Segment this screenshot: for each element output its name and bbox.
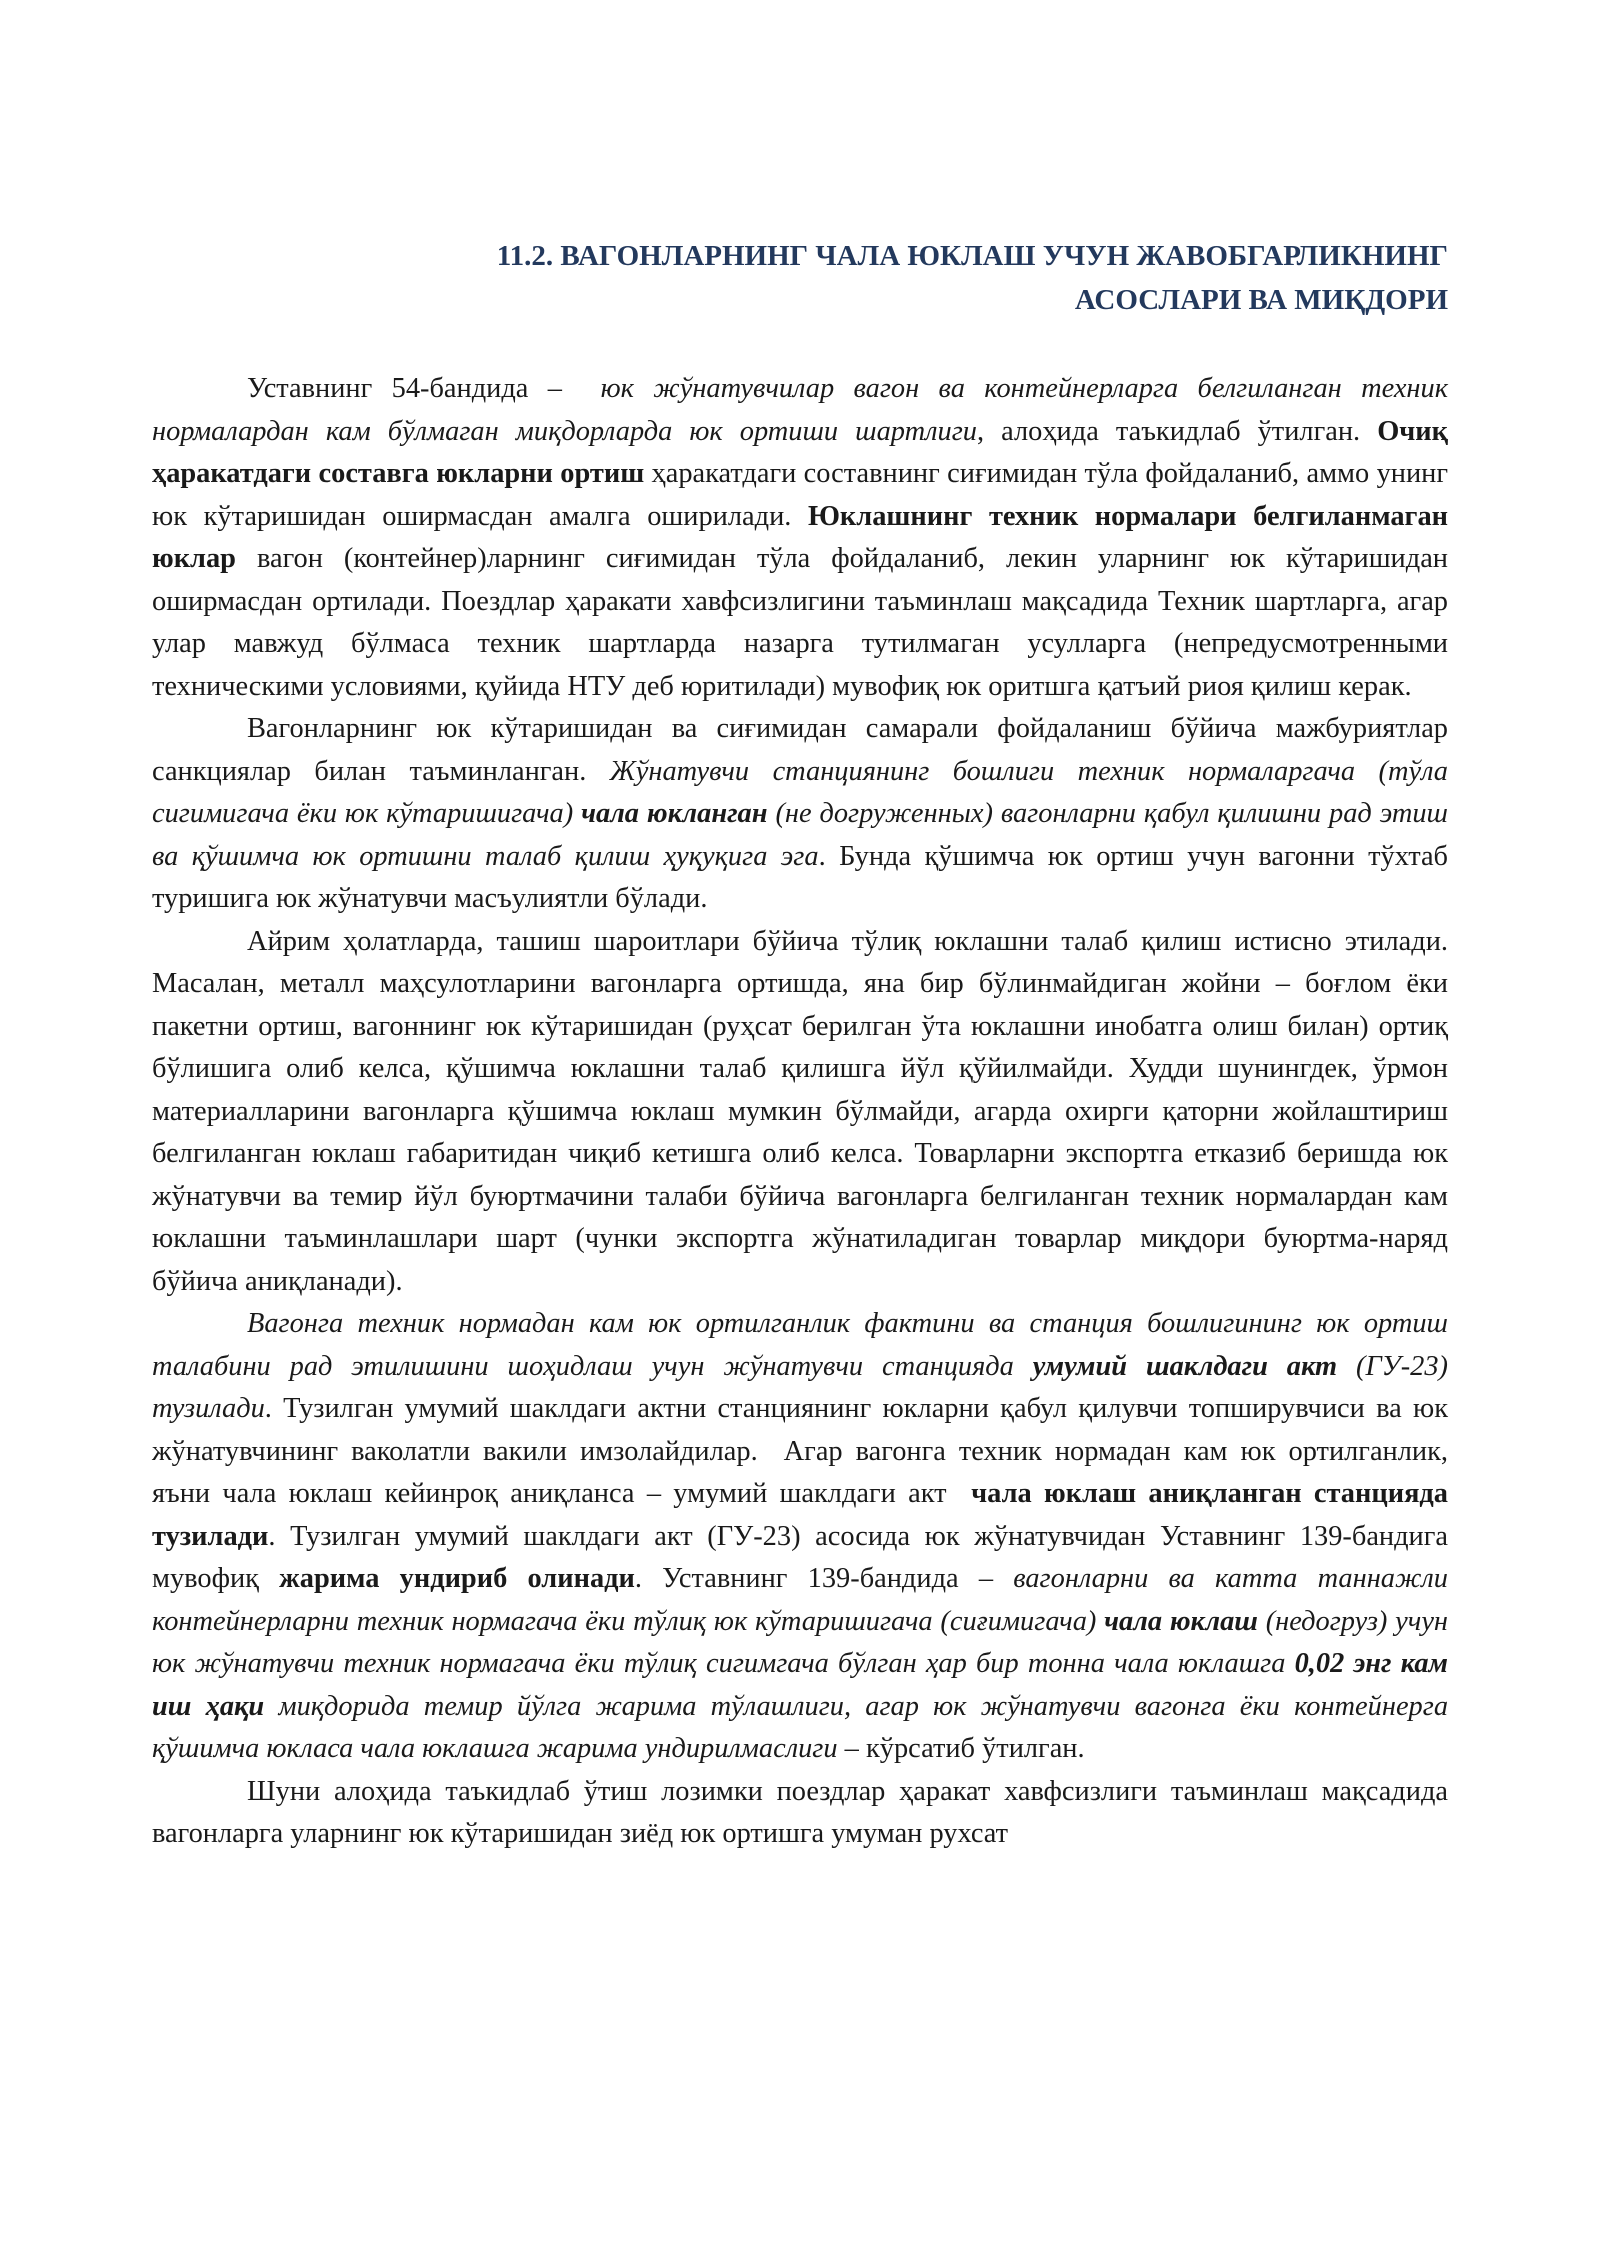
text-run: . Бунда қўшимча юк ортиш учун вагонни тўхтаб туришига юк жўнатувчи масъулиятли бўлади. [152,840,1456,914]
text-run: (недогруз) учун юк жўнатувчи техник нормагача ёки тўлиқ сигимгача бўлган ҳар бир тонна чала юклашга [152,1605,1456,1679]
text-run: Вагонларнинг юк кўтаришидан ва сиғимидан самарали фойдаланиш бўйича мажбуриятлар санкциялар билан таъминланган. [152,713,1456,787]
text-run: чала юкланган [581,798,768,829]
text-run: миқдорида темир йўлга жарима тўлашлиги, агар юк жўнатувчи вагонга ёки контейнерга қўшимча юкласа чала юклашга жарима ундирилмаслиги [152,1690,1456,1764]
text-run: Айрим ҳолатларда, ташиш шароитлари бўйича тўлиқ юклашни талаб қилиш истисно этилади. Масалан, металл маҳсулотларини вагонларга ортишда, яна бир бўлинмайдиган жойни – боғлом ёки пакетни ортиш, вагоннинг юк кўтаришидан (руҳсат берилган ўта юклашни инобатга олиш билан) ортиқ бўлишига олиб келса, қўшимча юклашни талаб қилишга йўл қўйилмайди. Худди шунингдек, ўрмон материалларини вагонларга қўшимча юклаш мумкин бўлмайди, агарда охирги қаторни жойлаштириш белгиланган юклаш габаритидан чиқиб кетишга олиб келса. Товарларни экспортга етказиб беришда юк жўнатувчи ва темир йўл буюртмачини талаби бўйича вагонларга белгиланган техник нормалардан кам юклашни таъминлашлари шарт (чунки экспортга жўнатиладиган товарлар миқдори буюртма-наряд бўйича аниқланади). [152,925,1456,1297]
body-text [152,368,1456,1856]
text-run: – кўрсатиб ўтилган. [837,1733,1085,1764]
text-run: Юклашнинг техник нормалари белгиланмаган юклар [152,500,1456,574]
text-run: чала юклаш аниқланган станцияда тузилади [152,1478,1456,1552]
text-run: . Тузилган умумий шаклдаги актни станциянинг юкларни қабул қилувчи топширувчиси ва юк жўнатувчининг ваколатли вакили имзолайдилар. Агар вагонга техник нормадан кам юк ортилганлик, яъни чала юклаш кейинроқ аниқланса – умумий шаклдаги акт [152,1393,1456,1509]
document-page [152,234,1456,1856]
paragraph [152,921,1456,1304]
text-run: (не догруженных) вагонларни қабул қилишни рад этиш ва қўшимча юк ортишни талаб қилиш ҳуқуқига эга [152,798,1456,872]
text-run: умумий шаклдаги акт [1032,1350,1338,1382]
text-run: жарима ундириб олинади [279,1563,635,1594]
text-run: вагон (контейнер)ларнинг сиғимидан тўла фойдаланиб, лекин уларнинг юк кўтаришидан оширмасдан ортилади. Поездлар ҳаракати хавфсизлигини таъминлаш мақсадида Техник шартларга, агар улар мавжуд бўлмаса техник шартларда назарга тутилмаган усулларга (непредусмотренными техническими условиями, қуйида НТУ деб юритилади) мувофиқ юк оритшга қатъий риоя қилиш керак. [152,543,1456,702]
text-run: . Уставнинг 139-бандида – [634,1563,1014,1594]
paragraph [152,1771,1456,1856]
text-run: юк жўнатувчилар вагон ва контейнерларга белгиланган техник нормалардан кам бўлмаган миқдорларда юк ортиши шартлиги [152,373,1456,447]
text-run: чала юклаш [1104,1605,1258,1637]
text-run: ҳаракатдаги составнинг сиғимидан тўла фойдаланиб, аммо унинг юк кўтаришидан оширмасдан амалга оширилади. [152,458,1456,532]
text-run: . Тузилган умумий шаклдаги акт (ГУ-23) асосида юк жўнатувчидан Уставнинг 139-бандига мувофиқ [152,1520,1456,1594]
section-heading-line-1: 11.2. ВАГОНЛАРНИНГ ЧАЛА ЮКЛАШ УЧУН ЖАВОБГАРЛИКНИНГ [496,240,1448,272]
text-run: Уставнинг 54-бандида – [247,373,601,404]
section-heading [152,234,1448,322]
paragraph [152,708,1456,921]
text-run: , алоҳида таъкидлаб ўтилган. [976,415,1378,447]
text-run: Шуни алоҳида таъкидлаб ўтиш лозимки поездлар ҳаракат хавфсизлиги таъминлаш мақсадида вагонларга уларнинг юк кўтаришидан зиёд юк ортишга умуман рухсат [152,1775,1456,1849]
text-run: вагонларни ва катта таннажли контейнерларни техник нормагача ёки тўлиқ юк кўтаришигача (сиғимигача) [152,1563,1456,1637]
section-heading-line-2: АСОСЛАРИ ВА МИҚДОРИ [1074,284,1448,316]
text-run: Очиқ ҳаракатдаги составга юкларни ортиш [152,415,1456,489]
text-run: Вагонга техник нормадан кам юк ортилганлик фактини ва станция бошлигининг юк ортиш талабини рад этилишини шоҳидлаш учун жўнатувчи станцияда [152,1308,1456,1382]
paragraph [152,368,1456,708]
paragraph [152,1303,1456,1771]
text-run: 0,02 энг кам иш ҳақи [152,1648,1456,1722]
text-run: Жўнатувчи станциянинг бошлиги техник нормаларгача (тўла сигимигача ёки юк кўтаришигача) [152,755,1456,829]
text-run: (ГУ-23) тузилади [152,1350,1456,1424]
